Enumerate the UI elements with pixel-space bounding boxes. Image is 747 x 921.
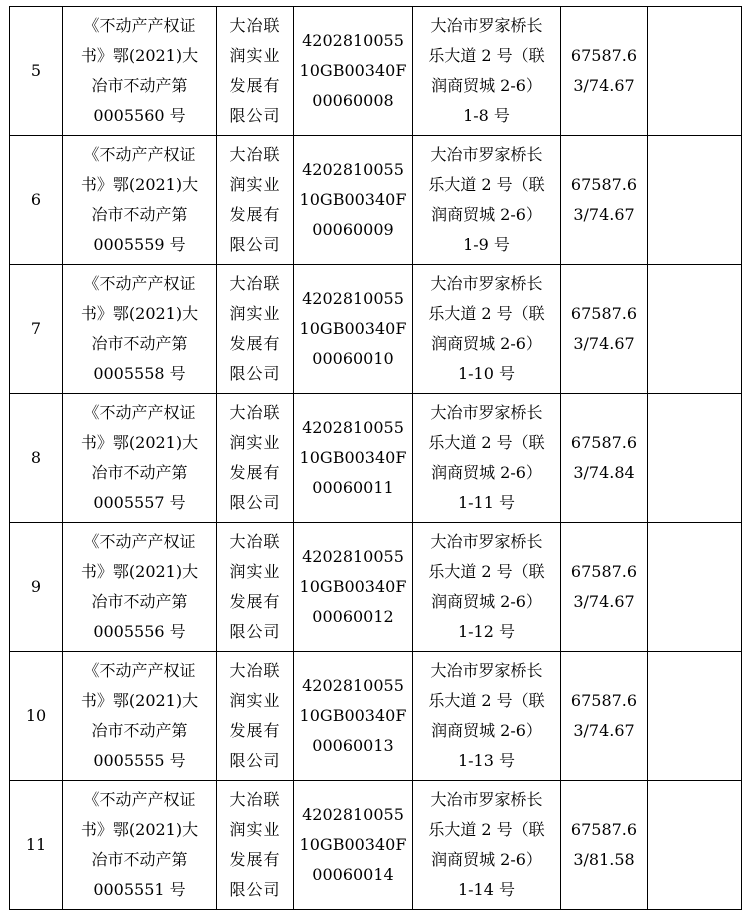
area-text: 67587.6 3/74.84	[570, 433, 638, 482]
owner-text: 大冶联 润实业 发展有 限公司	[229, 16, 281, 125]
seq-text: 8	[30, 448, 42, 467]
table-row	[10, 394, 742, 523]
address-cell	[413, 781, 561, 910]
unit-number-cell	[294, 523, 413, 652]
address-text: 大冶市罗家桥长 乐大道 2 号（联 润商贸城 2-6） 1-9 号	[428, 145, 545, 254]
address-cell	[413, 7, 561, 136]
seq-cell	[10, 523, 63, 652]
certificate-text: 《不动产产权证 书》鄂(2021)大 冶市不动产第 0005551 号	[80, 790, 199, 899]
area-cell	[561, 136, 648, 265]
area-cell	[561, 7, 648, 136]
unit-number-cell	[294, 7, 413, 136]
address-cell	[413, 523, 561, 652]
seq-cell	[10, 781, 63, 910]
certificate-cell	[63, 781, 217, 910]
seq-text: 6	[30, 190, 42, 209]
address-text: 大冶市罗家桥长 乐大道 2 号（联 润商贸城 2-6） 1-12 号	[428, 532, 545, 641]
area-text: 67587.6 3/74.67	[570, 46, 638, 95]
unit-number-text: 4202810055 10GB00340F 00060009	[299, 160, 407, 239]
note-cell	[648, 136, 742, 265]
seq-cell	[10, 7, 63, 136]
seq-text: 11	[25, 835, 47, 854]
area-text: 67587.6 3/81.58	[570, 820, 638, 869]
owner-text: 大冶联 润实业 发展有 限公司	[229, 790, 281, 899]
note-cell	[648, 781, 742, 910]
address-text: 大冶市罗家桥长 乐大道 2 号（联 润商贸城 2-6） 1-8 号	[428, 16, 545, 125]
area-cell	[561, 265, 648, 394]
certificate-cell	[63, 136, 217, 265]
unit-number-cell	[294, 265, 413, 394]
seq-cell	[10, 394, 63, 523]
unit-number-text: 4202810055 10GB00340F 00060008	[299, 31, 407, 110]
certificate-cell	[63, 265, 217, 394]
owner-cell	[217, 781, 294, 910]
owner-text: 大冶联 润实业 发展有 限公司	[229, 145, 281, 254]
area-text: 67587.6 3/74.67	[570, 175, 638, 224]
table-row	[10, 781, 742, 910]
owner-cell	[217, 265, 294, 394]
certificate-text: 《不动产产权证 书》鄂(2021)大 冶市不动产第 0005558 号	[80, 274, 199, 383]
owner-text: 大冶联 润实业 发展有 限公司	[229, 274, 281, 383]
seq-cell	[10, 136, 63, 265]
table-row	[10, 652, 742, 781]
seq-text: 9	[30, 577, 42, 596]
note-cell	[648, 652, 742, 781]
area-text: 67587.6 3/74.67	[570, 562, 638, 611]
address-cell	[413, 265, 561, 394]
certificate-text: 《不动产产权证 书》鄂(2021)大 冶市不动产第 0005556 号	[80, 532, 199, 641]
area-cell	[561, 652, 648, 781]
certificate-text: 《不动产产权证 书》鄂(2021)大 冶市不动产第 0005555 号	[80, 661, 199, 770]
seq-text: 7	[30, 319, 42, 338]
owner-cell	[217, 394, 294, 523]
area-cell	[561, 781, 648, 910]
note-cell	[648, 7, 742, 136]
unit-number-cell	[294, 652, 413, 781]
property-table	[9, 6, 742, 910]
table-body	[10, 7, 742, 910]
certificate-text: 《不动产产权证 书》鄂(2021)大 冶市不动产第 0005559 号	[80, 145, 199, 254]
address-text: 大冶市罗家桥长 乐大道 2 号（联 润商贸城 2-6） 1-11 号	[428, 403, 545, 512]
seq-text: 5	[30, 61, 42, 80]
area-cell	[561, 523, 648, 652]
table-row	[10, 136, 742, 265]
area-text: 67587.6 3/74.67	[570, 304, 638, 353]
certificate-cell	[63, 7, 217, 136]
unit-number-text: 4202810055 10GB00340F 00060011	[299, 418, 407, 497]
address-cell	[413, 394, 561, 523]
table-row	[10, 523, 742, 652]
owner-text: 大冶联 润实业 发展有 限公司	[229, 532, 281, 641]
address-cell	[413, 652, 561, 781]
unit-number-cell	[294, 394, 413, 523]
owner-text: 大冶联 润实业 发展有 限公司	[229, 403, 281, 512]
unit-number-text: 4202810055 10GB00340F 00060013	[299, 676, 407, 755]
unit-number-cell	[294, 781, 413, 910]
owner-cell	[217, 7, 294, 136]
certificate-text: 《不动产产权证 书》鄂(2021)大 冶市不动产第 0005560 号	[80, 16, 199, 125]
note-cell	[648, 265, 742, 394]
seq-text: 10	[25, 706, 47, 725]
certificate-cell	[63, 652, 217, 781]
area-cell	[561, 394, 648, 523]
owner-cell	[217, 652, 294, 781]
owner-cell	[217, 523, 294, 652]
address-cell	[413, 136, 561, 265]
table-row	[10, 7, 742, 136]
seq-cell	[10, 652, 63, 781]
area-text: 67587.6 3/74.67	[570, 691, 638, 740]
table-row	[10, 265, 742, 394]
address-text: 大冶市罗家桥长 乐大道 2 号（联 润商贸城 2-6） 1-14 号	[428, 790, 545, 899]
unit-number-text: 4202810055 10GB00340F 00060014	[299, 805, 407, 884]
seq-cell	[10, 265, 63, 394]
address-text: 大冶市罗家桥长 乐大道 2 号（联 润商贸城 2-6） 1-10 号	[428, 274, 545, 383]
unit-number-text: 4202810055 10GB00340F 00060010	[299, 289, 407, 368]
unit-number-text: 4202810055 10GB00340F 00060012	[299, 547, 407, 626]
unit-number-cell	[294, 136, 413, 265]
certificate-cell	[63, 523, 217, 652]
certificate-cell	[63, 394, 217, 523]
note-cell	[648, 523, 742, 652]
owner-cell	[217, 136, 294, 265]
note-cell	[648, 394, 742, 523]
address-text: 大冶市罗家桥长 乐大道 2 号（联 润商贸城 2-6） 1-13 号	[428, 661, 545, 770]
certificate-text: 《不动产产权证 书》鄂(2021)大 冶市不动产第 0005557 号	[80, 403, 199, 512]
owner-text: 大冶联 润实业 发展有 限公司	[229, 661, 281, 770]
